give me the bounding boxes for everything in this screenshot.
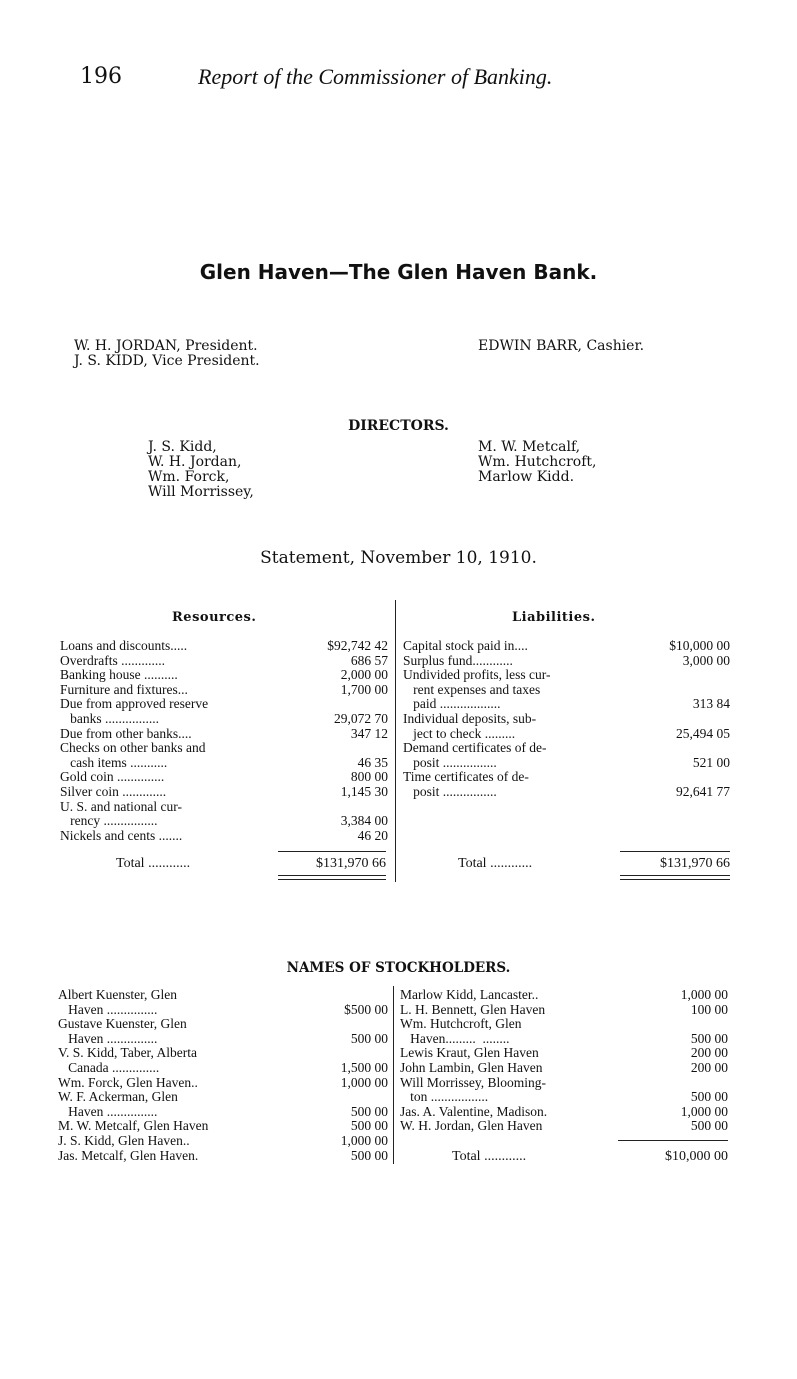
row-label: W. H. Jordan, Glen Haven bbox=[400, 1118, 543, 1134]
row-label: Haven ............... bbox=[58, 1103, 158, 1119]
director: M. W. Metcalf, bbox=[478, 439, 581, 455]
directors-left bbox=[148, 440, 254, 500]
officer-vice-president: J. S. KIDD, Vice President. bbox=[74, 353, 260, 369]
row-label: Gustave Kuenster, Glen bbox=[58, 1016, 187, 1032]
row-label: Undivided profits, less cur- bbox=[403, 667, 551, 683]
row-label: Albert Kuenster, Glen bbox=[58, 987, 178, 1002]
row-label: banks ................ bbox=[60, 711, 159, 726]
resources-total-label: Total ............ bbox=[116, 856, 191, 871]
director: Will Morrissey, bbox=[148, 484, 254, 500]
row-label: U. S. and national cur- bbox=[60, 798, 182, 814]
row-amount: 1,000 00 bbox=[340, 1074, 388, 1090]
row-label: Nickels and cents ....... bbox=[60, 827, 183, 843]
row-amount: 500 00 bbox=[350, 1118, 388, 1134]
liabilities-total-rule bbox=[620, 851, 730, 852]
row-label: Jas. Metcalf, Glen Haven. bbox=[58, 1147, 199, 1163]
row-amount: 347 12 bbox=[350, 725, 388, 741]
stockholders-total-label: Total ............ bbox=[452, 1149, 527, 1164]
row-label: Marlow Kidd, Lancaster.. bbox=[400, 987, 539, 1002]
row-amount: $500 00 bbox=[344, 1001, 388, 1017]
row-label: cash items ........... bbox=[60, 754, 168, 770]
row-amount: 92,641 77 bbox=[676, 784, 730, 799]
row-label: Gold coin .............. bbox=[60, 769, 165, 785]
row-label: Furniture and fixtures... bbox=[60, 681, 188, 697]
row-amount: 1,000 00 bbox=[340, 1133, 388, 1148]
row-amount: 2,000 00 bbox=[340, 667, 388, 683]
row-label: V. S. Kidd, Taber, Alberta bbox=[58, 1045, 198, 1061]
stockholders-heading: NAMES OF STOCKHOLDERS. bbox=[286, 960, 511, 976]
column-divider bbox=[395, 600, 396, 882]
director: Wm. Hutchcroft, bbox=[478, 454, 597, 470]
row-amount: 25,494 05 bbox=[676, 725, 730, 741]
row-amount: 1,700 00 bbox=[340, 681, 388, 697]
row-amount: 3,000 00 bbox=[682, 652, 730, 668]
liabilities-double-rule bbox=[620, 879, 730, 880]
row-amount: 500 00 bbox=[350, 1103, 388, 1119]
row-label: Will Morrissey, Blooming- bbox=[400, 1074, 546, 1090]
row-label: Due from approved reserve bbox=[60, 696, 209, 712]
liabilities-total-value: $131,970 66 bbox=[660, 856, 730, 871]
row-label: posit ................ bbox=[403, 754, 497, 770]
row-amount: 46 35 bbox=[357, 754, 388, 770]
row-label: Jas. A. Valentine, Madison. bbox=[400, 1103, 548, 1119]
row-label: Banking house .......... bbox=[60, 667, 178, 683]
row-label: Time certificates of de- bbox=[403, 769, 529, 785]
page-number: 196 bbox=[80, 64, 122, 89]
row-label: Due from other banks.... bbox=[60, 725, 192, 741]
resources-double-rule bbox=[278, 879, 386, 880]
row-amount: 686 57 bbox=[350, 652, 388, 668]
row-label: Wm. Hutchcroft, Glen bbox=[400, 1016, 522, 1032]
row-amount: 521 00 bbox=[692, 754, 730, 770]
row-label: W. F. Ackerman, Glen bbox=[58, 1089, 178, 1105]
resources-double-rule bbox=[278, 875, 386, 876]
row-label: Surplus fund............ bbox=[403, 652, 513, 668]
row-label: rent expenses and taxes bbox=[403, 681, 541, 697]
row-amount: 500 00 bbox=[350, 1030, 388, 1046]
directors-right bbox=[478, 440, 597, 485]
row-label: Overdrafts ............. bbox=[60, 652, 165, 668]
row-label: Loans and discounts..... bbox=[60, 638, 188, 653]
row-label: Haven......... ........ bbox=[400, 1030, 510, 1046]
row-amount: $10,000 00 bbox=[669, 638, 730, 653]
stockholders-total-rule bbox=[618, 1140, 728, 1141]
row-label: Checks on other banks and bbox=[60, 740, 206, 756]
directors-heading: DIRECTORS. bbox=[348, 418, 449, 434]
row-label: ject to check ......... bbox=[403, 725, 516, 741]
row-label: Canada .............. bbox=[58, 1060, 160, 1075]
row-amount: 29,072 70 bbox=[334, 711, 388, 726]
row-amount: 500 00 bbox=[690, 1089, 728, 1105]
resources-heading: Resources. bbox=[172, 610, 257, 625]
stockholders-total-value: $10,000 00 bbox=[665, 1149, 728, 1164]
row-label: posit ................ bbox=[403, 784, 497, 799]
row-amount: 1,000 00 bbox=[680, 987, 728, 1002]
row-label: ton ................. bbox=[400, 1089, 489, 1105]
row-label: Wm. Forck, Glen Haven.. bbox=[58, 1074, 198, 1090]
row-amount: 100 00 bbox=[690, 1001, 728, 1017]
row-label: Individual deposits, sub- bbox=[403, 711, 537, 726]
row-amount: 800 00 bbox=[350, 769, 388, 785]
resources-total-rule bbox=[278, 851, 386, 852]
row-amount: 46 20 bbox=[357, 827, 388, 843]
row-amount: $92,742 42 bbox=[327, 638, 388, 653]
row-amount: 1,500 00 bbox=[340, 1060, 388, 1075]
row-amount: 500 00 bbox=[690, 1118, 728, 1134]
row-amount: 200 00 bbox=[690, 1045, 728, 1061]
row-amount: 313 84 bbox=[692, 696, 730, 712]
liabilities-total-label: Total ............ bbox=[458, 856, 533, 871]
director: Marlow Kidd. bbox=[478, 469, 575, 485]
row-amount: 500 00 bbox=[350, 1147, 388, 1163]
statement-date: Statement, November 10, 1910. bbox=[260, 548, 537, 568]
liabilities-double-rule bbox=[620, 875, 730, 876]
row-label: Demand certificates of de- bbox=[403, 740, 547, 756]
director: J. S. Kidd, bbox=[148, 439, 217, 455]
row-label: J. S. Kidd, Glen Haven.. bbox=[58, 1133, 190, 1148]
row-label: John Lambin, Glen Haven bbox=[400, 1060, 543, 1075]
running-title: Report of the Commissioner of Banking. bbox=[198, 64, 553, 89]
row-label: Capital stock paid in.... bbox=[403, 638, 528, 653]
director: Wm. Forck, bbox=[148, 469, 230, 485]
row-amount: 200 00 bbox=[690, 1060, 728, 1075]
row-label: Lewis Kraut, Glen Haven bbox=[400, 1045, 539, 1061]
resources-total-value: $131,970 66 bbox=[316, 856, 386, 871]
row-label: M. W. Metcalf, Glen Haven bbox=[58, 1118, 209, 1134]
row-label: paid .................. bbox=[403, 696, 501, 712]
row-label: rency ................ bbox=[60, 813, 158, 829]
row-label: Haven ............... bbox=[58, 1030, 158, 1046]
row-label: L. H. Bennett, Glen Haven bbox=[400, 1001, 546, 1017]
row-amount: 3,384 00 bbox=[340, 813, 388, 829]
bank-title: Glen Haven—The Glen Haven Bank. bbox=[199, 260, 598, 284]
liabilities-heading: Liabilities. bbox=[512, 610, 596, 625]
row-amount: 500 00 bbox=[690, 1030, 728, 1046]
row-label: Haven ............... bbox=[58, 1001, 158, 1017]
officer-president: W. H. JORDAN, President. bbox=[74, 338, 258, 354]
row-amount: 1,145 30 bbox=[340, 784, 388, 799]
officer-cashier: EDWIN BARR, Cashier. bbox=[478, 338, 645, 354]
row-amount: 1,000 00 bbox=[680, 1103, 728, 1119]
stockholders-divider bbox=[393, 986, 394, 1164]
director: W. H. Jordan, bbox=[148, 454, 242, 470]
row-label: Silver coin ............. bbox=[60, 784, 167, 799]
